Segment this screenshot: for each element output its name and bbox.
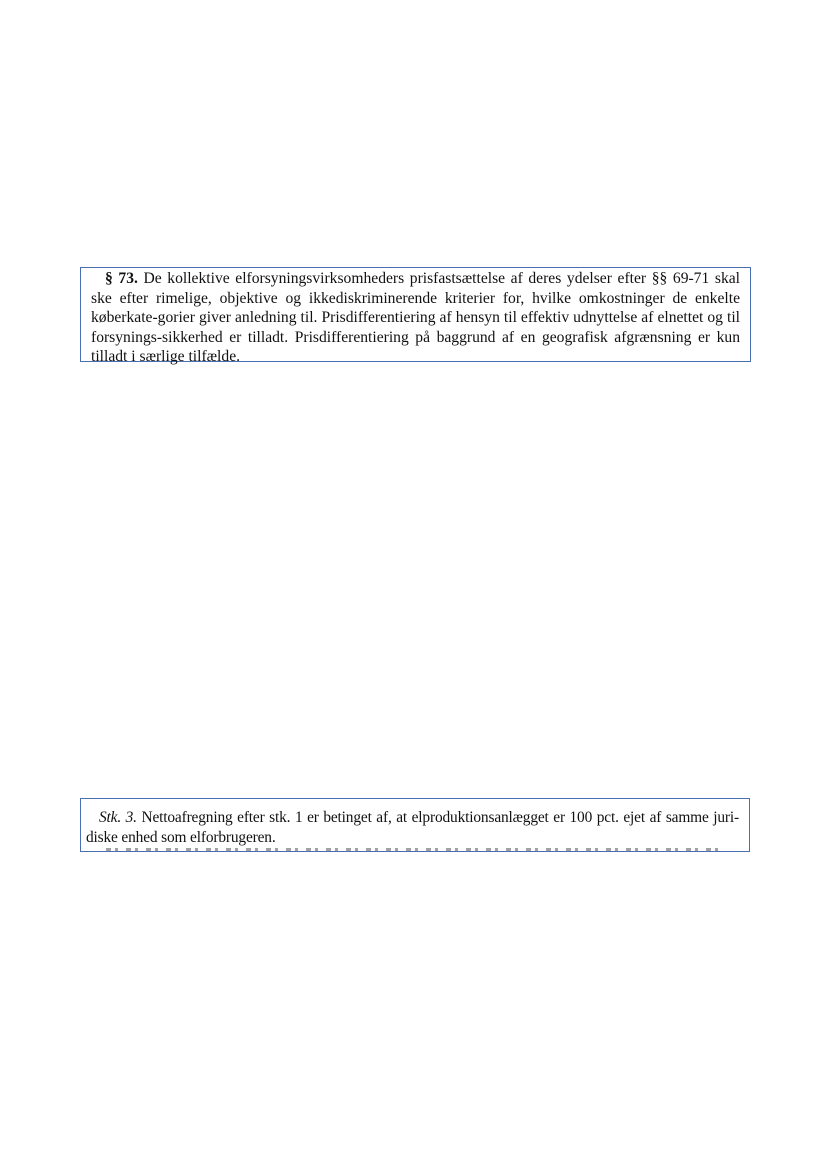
stk-3-paragraph xyxy=(86,808,739,847)
stk-3-line-2: diske enhed som elforbrugeren. xyxy=(86,828,276,846)
clipped-next-line xyxy=(106,848,719,851)
stk-3-line-1: Nettoafregning efter stk. 1 er betinget af, at elproduktionsanlægget er 100 pct. ejet af samme juri- xyxy=(141,809,739,826)
section-73-excerpt-box xyxy=(80,267,751,366)
section-73-line-3: gorier giver anledning til. Prisdifferentiering af hensyn til effektiv udnyttelse af elnettet og til forsynings- xyxy=(91,309,740,346)
section-73-paragraph xyxy=(91,269,740,367)
section-73-line-4: sikkerhed er tilladt. Prisdifferentiering på baggrund af en geografisk afgrænsning er kun tilladt i særlige xyxy=(91,328,740,366)
stk-3-reference: Stk. 3. xyxy=(99,809,137,826)
section-73-line-2: efter rimelige, objektive og ikkediskriminerende kriterier for, hvilke omkostninger de enkelte køberkate- xyxy=(91,289,740,327)
stk-3-excerpt-box xyxy=(80,798,750,852)
section-73-reference: § 73. xyxy=(105,270,138,287)
section-73-line-5: tilfælde. xyxy=(188,348,241,366)
section-73-line-1: De kollektive elforsyningsvirksomheders prisfastsættelse af deres ydelser efter §§ 69-71 skal ske xyxy=(91,270,740,307)
